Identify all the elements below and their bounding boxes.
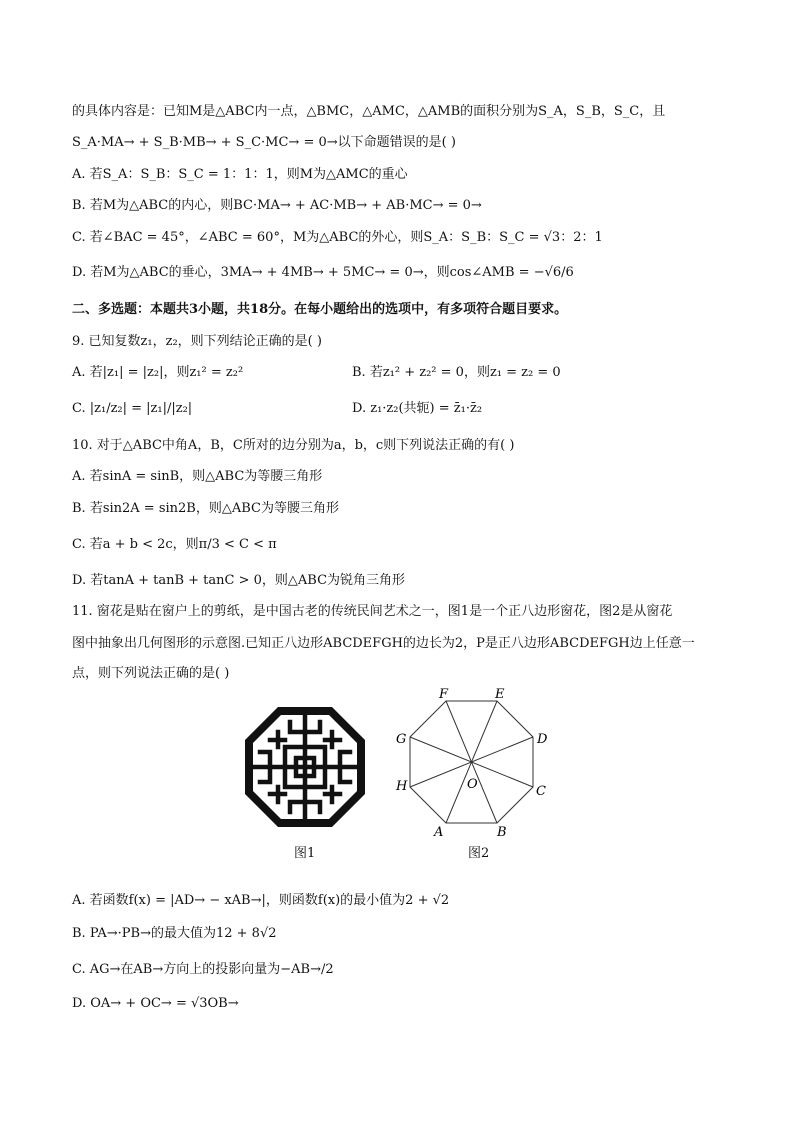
q11-option-b: B. PA→·PB→的最大值为12 + 8√2: [72, 926, 277, 941]
vertex-label-a: A: [434, 825, 444, 840]
q10-stem: 10. 对于△ABC中角A，B，C所对的边分别为a，b，c则下列说法正确的有( ): [72, 438, 515, 453]
figure-2-caption: 图2: [468, 846, 490, 861]
q10-option-c: C. 若a + b < 2c，则π/3 < C < π: [72, 537, 277, 552]
figure-1-caption: 图1: [294, 846, 316, 861]
q8-option-d: D. 若M为△ABC的垂心，3MA→ + 4MB→ + 5MC→ = 0→，则cos∠AMB = −√6/6: [72, 265, 574, 280]
section-2-heading: 二、多选题：本题共3小题，共18分。在每小题给出的选项中，有多项符合题目要求。: [72, 302, 568, 317]
vertex-label-f: F: [439, 687, 449, 702]
vertex-label-c: C: [536, 784, 546, 799]
q9-option-b: B. 若z₁² + z₂² = 0，则z₁ = z₂ = 0: [352, 365, 561, 380]
figure-1-window-lattice: [240, 702, 370, 832]
vertex-label-d: D: [537, 732, 548, 747]
q10-option-d: D. 若tanA + tanB + tanC > 0，则△ABC为锐角三角形: [72, 573, 406, 588]
stem-line-1: 的具体内容是：已知M是△ABC内一点，△BMC，△AMC，△AMB的面积分别为S_A，S_B，S_C，且: [72, 104, 666, 119]
vertex-label-b: B: [497, 825, 507, 840]
q11-stem-line-1: 11. 窗花是贴在窗户上的剪纸，是中国古老的传统民间艺术之一，图1是一个正八边形窗花，图2是从窗花: [72, 604, 673, 619]
q11-option-c: C. AG→在AB→方向上的投影向量为−AB→/2: [72, 962, 334, 977]
q9-option-a: A. 若|z₁| = |z₂|，则z₁² = z₂²: [72, 365, 244, 380]
q8-option-c: C. 若∠BAC = 45°，∠ABC = 60°，M为△ABC的外心，则S_A：S_B：S_C = √3：2：1: [72, 230, 603, 245]
q11-option-a: A. 若函数f(x) = |AD→ − xAB→|，则函数f(x)的最小值为2 + √2: [72, 893, 450, 908]
q10-option-b: B. 若sin2A = sin2B，则△ABC为等腰三角形: [72, 501, 339, 516]
q11-stem-line-2: 图中抽象出几何图形的示意图.已知正八边形ABCDEFGH的边长为2，P是正八边形ABCDEFGH边上任意一: [72, 636, 695, 651]
q11-option-d: D. OA→ + OC→ = √3OB→: [72, 996, 239, 1011]
q8-option-b: B. 若M为△ABC的内心，则BC·MA→ + AC·MB→ + AB·MC→ = 0→: [72, 198, 482, 213]
q10-option-a: A. 若sinA = sinB，则△ABC为等腰三角形: [72, 469, 323, 484]
vertex-label-e: E: [495, 687, 505, 702]
q9-option-d: D. z₁·z₂(共轭) = z̄₁·z̄₂: [352, 401, 483, 416]
figure-2-octagon-diagram: [388, 684, 558, 854]
vertex-label-g: G: [396, 732, 407, 747]
q9-stem: 9. 已知复数z₁，z₂，则下列结论正确的是( ): [72, 334, 322, 349]
stem-line-2: S_A·MA→ + S_B·MB→ + S_C·MC→ = 0→以下命题错误的是( ): [72, 135, 456, 150]
vertex-label-h: H: [396, 779, 408, 794]
q8-option-a: A. 若S_A：S_B：S_C = 1：1：1，则M为△AMC的重心: [72, 167, 408, 182]
q11-stem-line-3: 点，则下列说法正确的是( ): [72, 666, 230, 681]
q9-option-c: C. |z₁/z₂| = |z₁|/|z₂|: [72, 401, 193, 416]
center-label-o: O: [467, 777, 478, 792]
